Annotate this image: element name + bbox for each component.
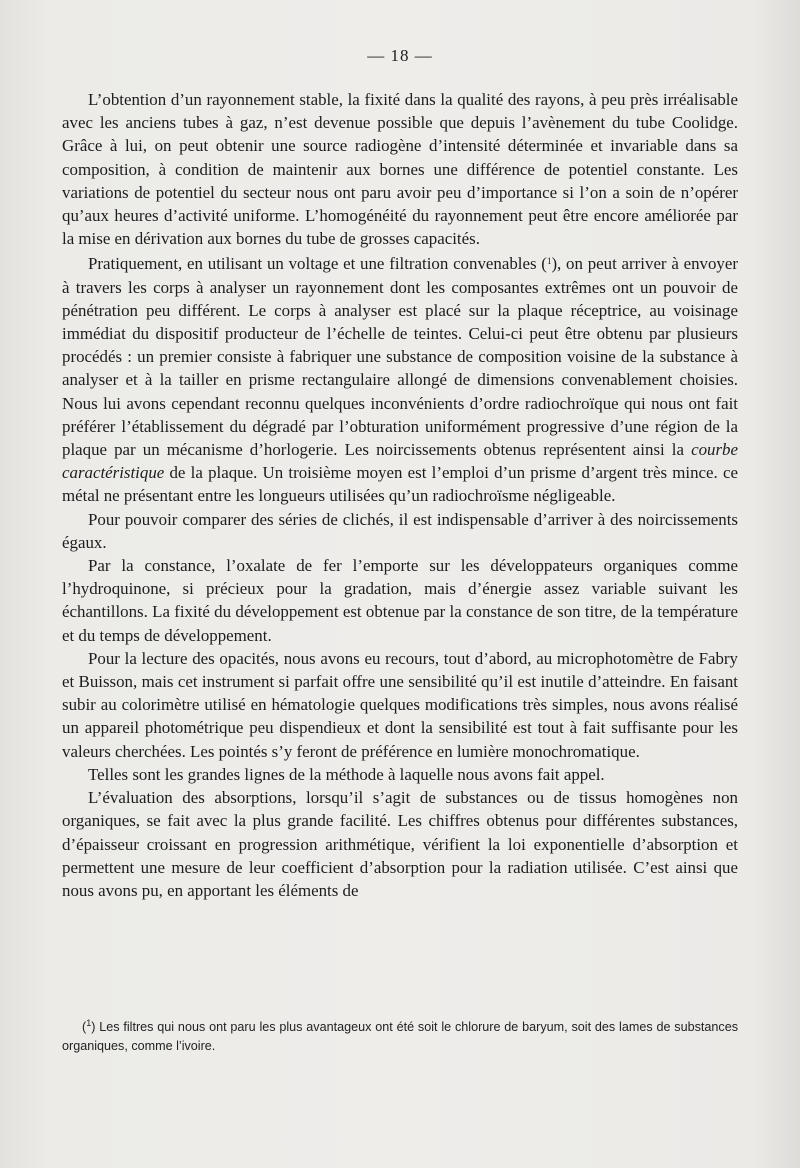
paragraph-text: ), on peut arriver à envoyer à travers les corps à analyser un rayonnement dont les composantes extrêmes ont un pouvoir de pénétration peu différent. Le corps à analyser est placé sur la plaque réceptrice, au voisinage immédiat du dispositif producteur de l’échelle de teintes. Celui-ci peut être obtenu par plusieurs procédés : un premier consiste à fabriquer une substance de composition voisine de la substance à analyser et à la tailler en prisme rectangulaire allongé de dimensions convenablement choisies. Nous lui avons cependant reconnu quelques inconvénients d’ordre radiochroïque qui nous ont fait préférer l’établissement du dégradé par l’obturation uniformément progressive d’une région de la plaque par un mécanisme d’horlogerie. Les noircissements obtenus représentent ainsi la (62, 254, 738, 460)
page-number: — 18 — (367, 46, 433, 65)
paragraph-filtration (62, 250, 738, 507)
paragraph-text: de la plaque. Un troisième moyen est l’emploi d’un prisme d’argent très mince. ce métal ne présentant entre les longueurs utilisées qu’un radiochroïsme négligeable. (62, 463, 738, 506)
footnote-text: Les filtres qui nous ont paru les plus avantageux ont été soit le chlorure de baryum, soit des lames de substances organiques, comme l’ivoire. (62, 1020, 738, 1053)
paragraph-cliches: Pour pouvoir comparer des séries de clichés, il est indispensable d’arriver à des noircissements égaux. (62, 509, 738, 552)
paragraph-coolidge-tube: L’obtention d’un rayonnement stable, la fixité dans la qualité des rayons, à peu près irréalisable avec les anciens tubes à gaz, n’est devenue possible que depuis l’avènement du tube Coolidge. Grâce à lui, on peut obtenir une source radiogène d’intensité déterminée et invariable dans sa composition, à condition de maintenir aux bornes une différence de potentiel constante. Les variations de potentiel du secteur nous ont paru avoir peu d’importance si l’on a soin de n’opérer qu’aux heures d’activité uniforme. L’homogénéité du rayonnement peut être encore améliorée par la mise en dérivation aux bornes du tube de grosses capacités. (62, 90, 738, 249)
footnote-reference[interactable]: 1 (546, 256, 552, 267)
italic-term: courbe caractéristique (62, 440, 738, 483)
body-text (62, 88, 738, 902)
paragraph-opacity-reading: Pour la lecture des opacités, nous avons eu recours, tout d’abord, au microphotomètre de Fabry et Buisson, mais cet instrument si parfait offre une sensibilité qu’il est inutile d’atteindre. En faisant subir au colorimètre utilisé en hématologie quelques modifications très simples, nous avons réalisé un appareil photométrique peu dispendieux et dont la sensibilité est tout à fait suffisante pour les valeurs cherchées. Les pointés s’y feront de préférence en lumière monochromatique. (62, 648, 738, 761)
paragraph-text: Pratiquement, en utilisant un voltage et une filtration convenables ( (88, 254, 547, 274)
footnote: ($^1$) Les filtres qui nous ont paru les plus avantageux ont été soit le chlorure de baryum, soit des lames de substances organiques, comme l’ivoire. (62, 1018, 738, 1053)
paragraph-developer: Par la constance, l’oxalate de fer l’emporte sur les développateurs organiques comme l’hydroquinone, si précieux pour la gradation, mais d’énergie assez variable suivant les échantillons. La fixité du développement est obtenue par la constance de son titre, de la température et du temps de développement. (62, 556, 738, 645)
paragraph-absorption: L’évaluation des absorptions, lorsqu’il s’agit de substances ou de tissus homogènes non organiques, se fait avec la plus grande facilité. Les chiffres obtenus pour différentes substances, d’épaisseur croissant en progression arithmétique, vérifient la loi exponentielle d’absorption et permettent une mesure de leur coefficient d’absorption pour la radiation utilisée. C’est ainsi que nous avons pu, en apportant les éléments de (62, 788, 738, 900)
footnote-mark: 1 (86, 1018, 92, 1028)
paragraph-method-summary: Telles sont les grandes lignes de la méthode à laquelle nous avons fait appel. (88, 764, 605, 784)
